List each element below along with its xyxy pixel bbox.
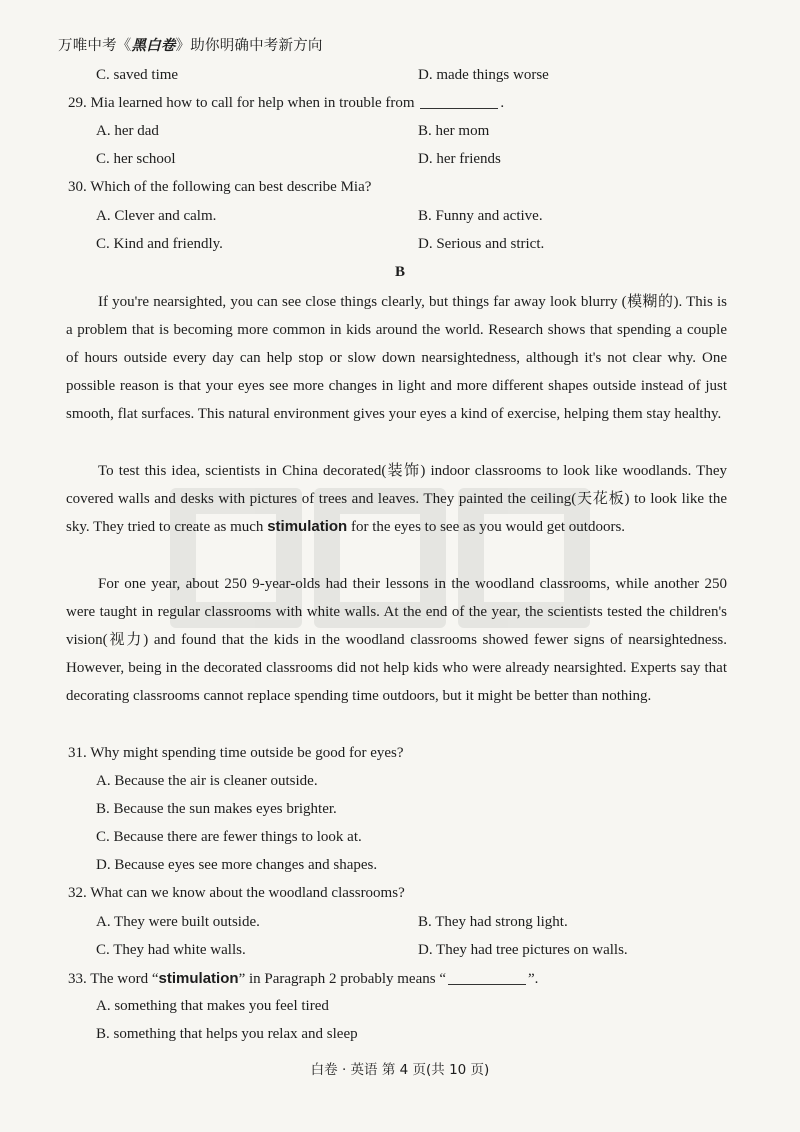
- q29-option-b: B. her mom: [418, 123, 490, 139]
- q31-option-a: A. Because the air is cleaner outside.: [96, 773, 318, 789]
- question-33-keyword: stimulation: [158, 970, 239, 987]
- q30-option-b: B. Funny and active.: [418, 208, 543, 224]
- keyword-stimulation: stimulation: [267, 518, 348, 536]
- q32-option-d: D. They had tree pictures on walls.: [418, 942, 628, 958]
- question-33-stem-b: ” in Paragraph 2 probably means “: [238, 971, 446, 987]
- q30-option-a: A. Clever and calm.: [96, 208, 217, 224]
- header-prefix: 万唯中考《: [58, 38, 132, 54]
- header-suffix: 》助你明确中考新方向: [175, 38, 323, 54]
- question-33-stem-a: 33. The word “: [68, 971, 159, 987]
- paragraph-2-text-a: To test this idea, scientists in China decorated(装饰) indoor classrooms to look like woodlands. They covered walls and desks with pictures of trees and leaves. They painted the ceiling(天花板) to look like the sky. They tried to create as much: [66, 463, 727, 536]
- header-brand: 黑白卷: [131, 38, 176, 54]
- section-label: B: [394, 264, 405, 280]
- q28-option-c: C. saved time: [96, 67, 179, 83]
- q31-option-c: C. Because there are fewer things to look at.: [96, 829, 362, 845]
- question-29: [68, 95, 504, 112]
- passage-paragraph-1: If you're nearsighted, you can see close things clearly, but things far away look blurry (模糊的). This is a problem that is becoming more common in kids around the world. Research shows that spending a couple of hours outside every day can help stop or slow down nearsightedness, although it's not clear why. One possible reason is that your eyes see more changes in light and more different shapes outside instead of just smooth, flat surfaces. This natural environment gives your eyes a kind of exercise, helping them stay healthy.: [66, 294, 727, 423]
- page-header: [58, 34, 323, 55]
- passage-paragraph-3: For one year, about 250 9-year-olds had their lessons in the woodland classrooms, while another 250 were taught in regular classrooms with white walls. At the end of the year, the scientists tested the children's vision(视力) and found that the kids in the woodland classrooms showed fewer signs of nearsightedness. However, being in the decorated classrooms did not help kids who were already nearsighted. Experts say that decorating classrooms cannot replace spending time outdoors, but it might be better than nothing.: [66, 576, 727, 705]
- q31-option-d: D. Because eyes see more changes and shapes.: [96, 857, 378, 873]
- q32-option-a: A. They were built outside.: [96, 914, 260, 930]
- q33-option-a: A. something that makes you feel tired: [96, 998, 329, 1014]
- q28-option-d: D. made things worse: [418, 67, 549, 83]
- question-33-stem-end: ”.: [528, 971, 539, 987]
- q30-option-d: D. Serious and strict.: [418, 236, 545, 252]
- question-32-stem: 32. What can we know about the woodland classrooms?: [68, 885, 405, 901]
- question-29-stem: 29. Mia learned how to call for help when in trouble from: [68, 95, 415, 111]
- q29-option-c: C. her school: [96, 151, 176, 167]
- page-footer: 白卷 · 英语 第 4 页(共 10 页): [310, 1062, 490, 1078]
- q30-option-c: C. Kind and friendly.: [96, 236, 223, 252]
- answer-blank[interactable]: [448, 984, 526, 985]
- question-33: [68, 970, 538, 988]
- paragraph-2-text-b: for the eyes to see as you would get outdoors.: [347, 519, 626, 536]
- q29-option-a: A. her dad: [96, 123, 159, 139]
- q32-option-c: C. They had white walls.: [96, 942, 246, 958]
- q31-option-b: B. Because the sun makes eyes brighter.: [96, 801, 337, 817]
- answer-blank[interactable]: [420, 108, 498, 109]
- q33-option-b: B. something that helps you relax and sleep: [96, 1026, 358, 1042]
- q29-option-d: D. her friends: [418, 151, 501, 167]
- question-30-stem: 30. Which of the following can best describe Mia?: [68, 179, 372, 195]
- question-29-end: .: [500, 95, 505, 111]
- q32-option-b: B. They had strong light.: [418, 914, 568, 930]
- question-31-stem: 31. Why might spending time outside be good for eyes?: [68, 745, 404, 761]
- passage-paragraph-2: [66, 457, 727, 541]
